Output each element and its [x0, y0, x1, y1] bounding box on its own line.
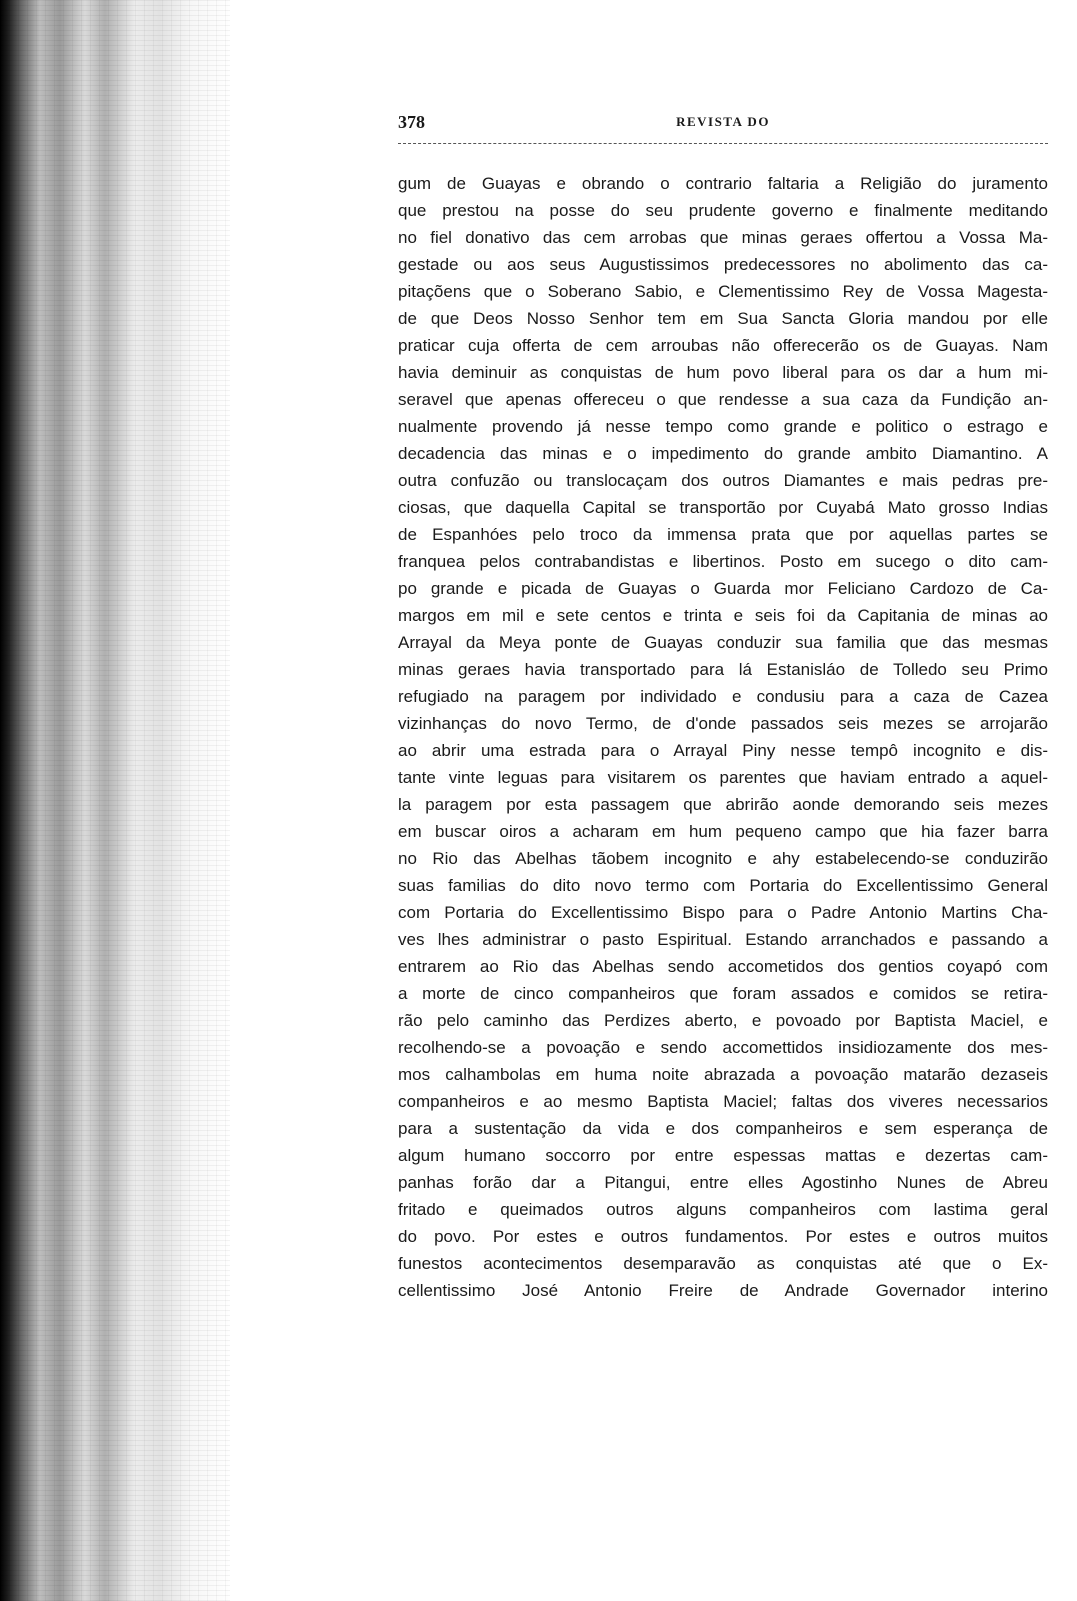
text-line: panhas forão dar a Pitangui, entre elles Agostinho Nunes de Abreu — [398, 1173, 1048, 1192]
text-line: ves lhes administrar o pasto Espiritual. Estando arranchados e passando a — [398, 930, 1048, 949]
header-rule — [398, 143, 1048, 144]
text-line: do povo. Por estes e outros fundamentos. Por estes e outros muitos — [398, 1227, 1048, 1246]
text-line: margos em mil e sete centos e trinta e seis foi da Capitania de minas ao — [398, 606, 1048, 625]
text-line: tante vinte leguas para visitarem os parentes que haviam entrado a aquel- — [398, 768, 1048, 787]
text-line: algum humano soccorro por entre espessas mattas e dezertas cam- — [398, 1146, 1048, 1165]
text-line: em buscar oiros a acharam em hum pequeno campo que hia fazer barra — [398, 822, 1048, 841]
scan-binding-texture — [0, 0, 230, 1601]
text-line: que prestou na posse do seu prudente governo e finalmente meditando — [398, 201, 1048, 220]
text-line: gestade ou aos seus Augustissimos predecessores no abolimento das ca- — [398, 255, 1048, 274]
text-line: recolhendo-se a povoação e sendo accomettidos insidiozamente dos mes- — [398, 1038, 1048, 1057]
text-line: no fiel donativo das cem arrobas que minas geraes offertou a Vossa Ma- — [398, 228, 1048, 247]
text-line: nualmente provendo já nesse tempo como grande e politico o estrago e — [398, 417, 1048, 436]
text-line: gum de Guayas e obrando o contrario faltaria a Religião do juramento — [398, 174, 1048, 193]
text-line: a morte de cinco companheiros que foram assados e comidos se retira- — [398, 984, 1048, 1003]
text-line: rão pelo caminho das Perdizes aberto, e povoado por Baptista Maciel, e — [398, 1011, 1048, 1030]
text-line: entrarem ao Rio das Abelhas sendo accometidos dos gentios coyapó com — [398, 957, 1048, 976]
text-line: minas geraes havia transportado para lá Estanisláo de Tolledo seu Primo — [398, 660, 1048, 679]
text-line: de que Deos Nosso Senhor tem em Sua Sancta Gloria mandou por elle — [398, 309, 1048, 328]
text-line: outra confuzão ou translocaçam dos outros Diamantes e mais pedras pre- — [398, 471, 1048, 490]
text-line: no Rio das Abelhas tãobem incognito e ahy estabelecendo-se conduzirão — [398, 849, 1048, 868]
body-text — [398, 170, 1048, 1304]
text-line: pitaçõens que o Soberano Sabio, e Clementissimo Rey de Vossa Magesta- — [398, 282, 1048, 301]
text-line: franquea pelos contrabandistas e libertinos. Posto em sucego o dito cam- — [398, 552, 1048, 571]
text-line: com Portaria do Excellentissimo Bispo para o Padre Antonio Martins Cha- — [398, 903, 1048, 922]
text-line: para a sustentação da vida e dos companheiros e sem esperança de — [398, 1119, 1048, 1138]
book-page — [398, 112, 1048, 1300]
text-line: seravel que apenas offereceu o que rendesse a sua caza da Fundição an- — [398, 390, 1048, 409]
text-line: Arrayal da Meya ponte de Guayas conduzir sua familia que das mesmas — [398, 633, 1048, 652]
text-line: refugiado na paragem por individado e condusiu para a caza de Cazea — [398, 687, 1048, 706]
text-line: decadencia das minas e o impedimento do grande ambito Diamantino. A — [398, 444, 1048, 463]
text-line: ao abrir uma estrada para o Arrayal Piny nesse tempô incognito e dis- — [398, 741, 1048, 760]
text-line: de Espanhóes pelo troco da immensa prata que por aquellas partes se — [398, 525, 1048, 544]
page-number: 378 — [398, 112, 425, 132]
running-head — [398, 112, 1048, 138]
text-line: funestos acontecimentos desemparavão as conquistas até que o Ex- — [398, 1254, 1048, 1273]
text-line: la paragem por esta passagem que abrirão aonde demorando seis mezes — [398, 795, 1048, 814]
text-line: suas familias do dito novo termo com Portaria do Excellentissimo General — [398, 876, 1048, 895]
text-line: ciosas, que daquella Capital se transportão por Cuyabá Mato grosso Indias — [398, 498, 1048, 517]
text-line: praticar cuja offerta de cem arroubas não offerecerão os de Guayas. Nam — [398, 336, 1048, 355]
text-line: po grande e picada de Guayas o Guarda mor Feliciano Cardozo de Ca- — [398, 579, 1048, 598]
text-line: mos calhambolas em huma noite abrazada a povoação matarão dezaseis — [398, 1065, 1048, 1084]
text-line: havia deminuir as conquistas de hum povo liberal para os dar a hum mi- — [398, 363, 1048, 382]
running-title: REVISTA DO — [676, 114, 770, 129]
text-line: fritado e queimados outros alguns companheiros com lastima geral — [398, 1200, 1048, 1219]
text-line: cellentissimo José Antonio Freire de Andrade Governador interino — [398, 1281, 1048, 1300]
text-line: vizinhanças do novo Termo, de d'onde passados seis mezes se arrojarão — [398, 714, 1048, 733]
text-line: companheiros e ao mesmo Baptista Maciel; faltas dos viveres necessarios — [398, 1092, 1048, 1111]
